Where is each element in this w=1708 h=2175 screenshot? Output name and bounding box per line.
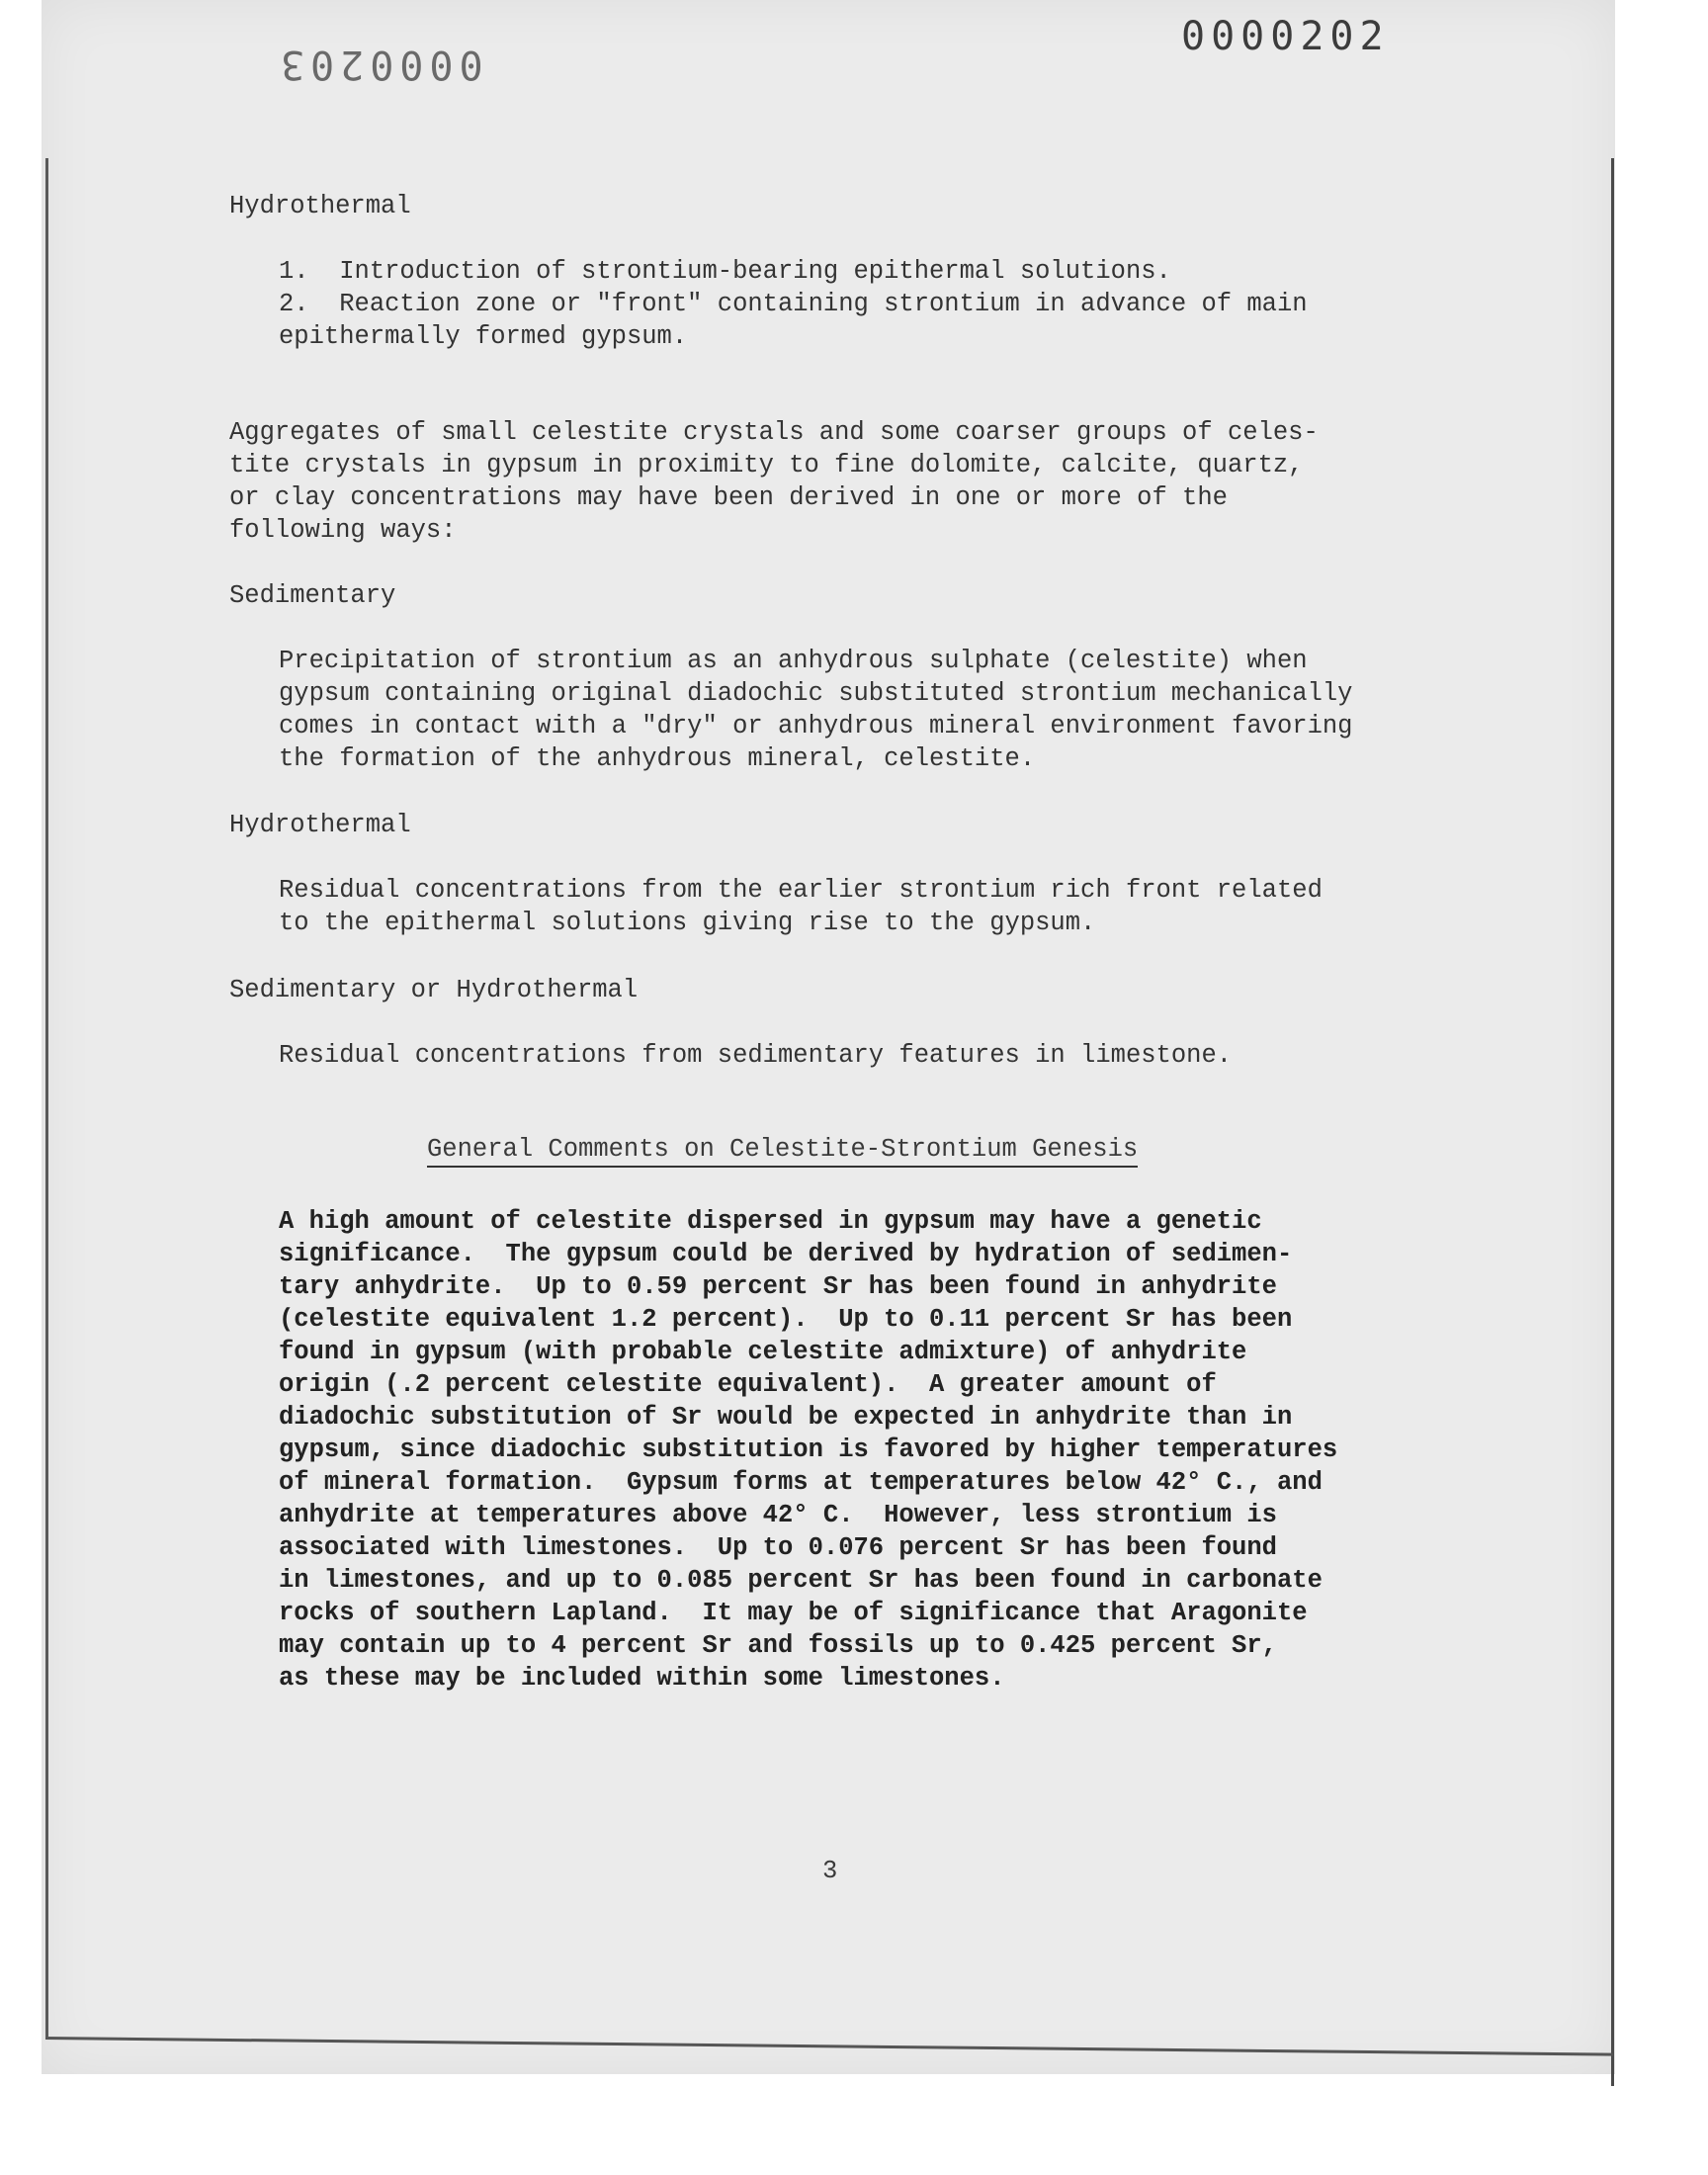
paragraph-line: anhydrite at temperatures above 42° C. However, less strontium is (279, 1501, 1277, 1529)
paragraph-line: may contain up to 4 percent Sr and fossils up to 0.425 percent Sr, (279, 1631, 1277, 1660)
paragraph-line: associated with limestones. Up to 0.076 percent Sr has been found (279, 1533, 1277, 1562)
paragraph-line: to the epithermal solutions giving rise to the gypsum. (279, 909, 1096, 937)
paragraph-line: or clay concentrations may have been derived in one or more of the (229, 483, 1228, 512)
page-number: 3 (822, 1857, 838, 1885)
paragraph-line: Residual concentrations from the earlier strontium rich front related (279, 876, 1323, 905)
paragraph-line: diadochic substitution of Sr would be expected in anhydrite than in (279, 1403, 1293, 1432)
paragraph-line: found in gypsum (with probable celestite admixture) of anhydrite (279, 1338, 1247, 1366)
list-item: 2. Reaction zone or "front" containing strontium in advance of main (279, 290, 1308, 318)
page-stamp-top-right: 0000202 (1181, 14, 1390, 59)
paragraph-line: gypsum containing original diadochic substituted strontium mechanically (279, 679, 1353, 708)
paragraph-line: significance. The gypsum could be derived by hydration of sedimen- (279, 1240, 1293, 1268)
paragraph-line: comes in contact with a "dry" or anhydrous mineral environment favoring (279, 712, 1353, 740)
paragraph-line: of mineral formation. Gypsum forms at temperatures below 42° C., and (279, 1468, 1323, 1497)
page-stamp-top-left: 0000203 (275, 42, 483, 87)
paragraph-line: tite crystals in gypsum in proximity to fine dolomite, calcite, quartz, (229, 451, 1304, 479)
paragraph-line: origin (.2 percent celestite equivalent). A greater amount of (279, 1370, 1217, 1399)
section-heading-sedimentary-or-hydrothermal: Sedimentary or Hydrothermal (229, 976, 639, 1004)
list-item-continuation: epithermally formed gypsum. (279, 322, 688, 351)
paragraph-line: following ways: (229, 516, 457, 545)
paragraph-line: rocks of southern Lapland. It may be of significance that Aragonite (279, 1599, 1308, 1627)
section-heading-sedimentary: Sedimentary (229, 581, 396, 610)
paragraph-line: Precipitation of strontium as an anhydrous sulphate (celestite) when (279, 647, 1308, 675)
paragraph-line: as these may be included within some limestones. (279, 1664, 1005, 1693)
section-heading-hydrothermal-2: Hydrothermal (229, 811, 411, 839)
page-edge-left (45, 158, 48, 2037)
paragraph-line: gypsum, since diadochic substitution is favored by higher temperatures (279, 1436, 1338, 1464)
paragraph-line: A high amount of celestite dispersed in gypsum may have a genetic (279, 1207, 1262, 1236)
paragraph-line: (celestite equivalent 1.2 percent). Up to 0.11 percent Sr has been (279, 1305, 1293, 1334)
section-heading-hydrothermal: Hydrothermal (229, 192, 411, 220)
paragraph-line: Aggregates of small celestite crystals and some coarser groups of celes- (229, 418, 1319, 447)
paragraph-line: the formation of the anhydrous mineral, celestite. (279, 744, 1036, 773)
section-title-general-comments: General Comments on Celestite-Strontium Genesis (427, 1135, 1138, 1168)
paragraph-line: tary anhydrite. Up to 0.59 percent Sr has been found in anhydrite (279, 1272, 1277, 1301)
list-item: 1. Introduction of strontium-bearing epithermal solutions. (279, 257, 1171, 286)
paragraph-line: in limestones, and up to 0.085 percent Sr has been found in carbonate (279, 1566, 1323, 1595)
page-edge-right (1611, 158, 1614, 2086)
paragraph-line: Residual concentrations from sedimentary features in limestone. (279, 1041, 1233, 1070)
